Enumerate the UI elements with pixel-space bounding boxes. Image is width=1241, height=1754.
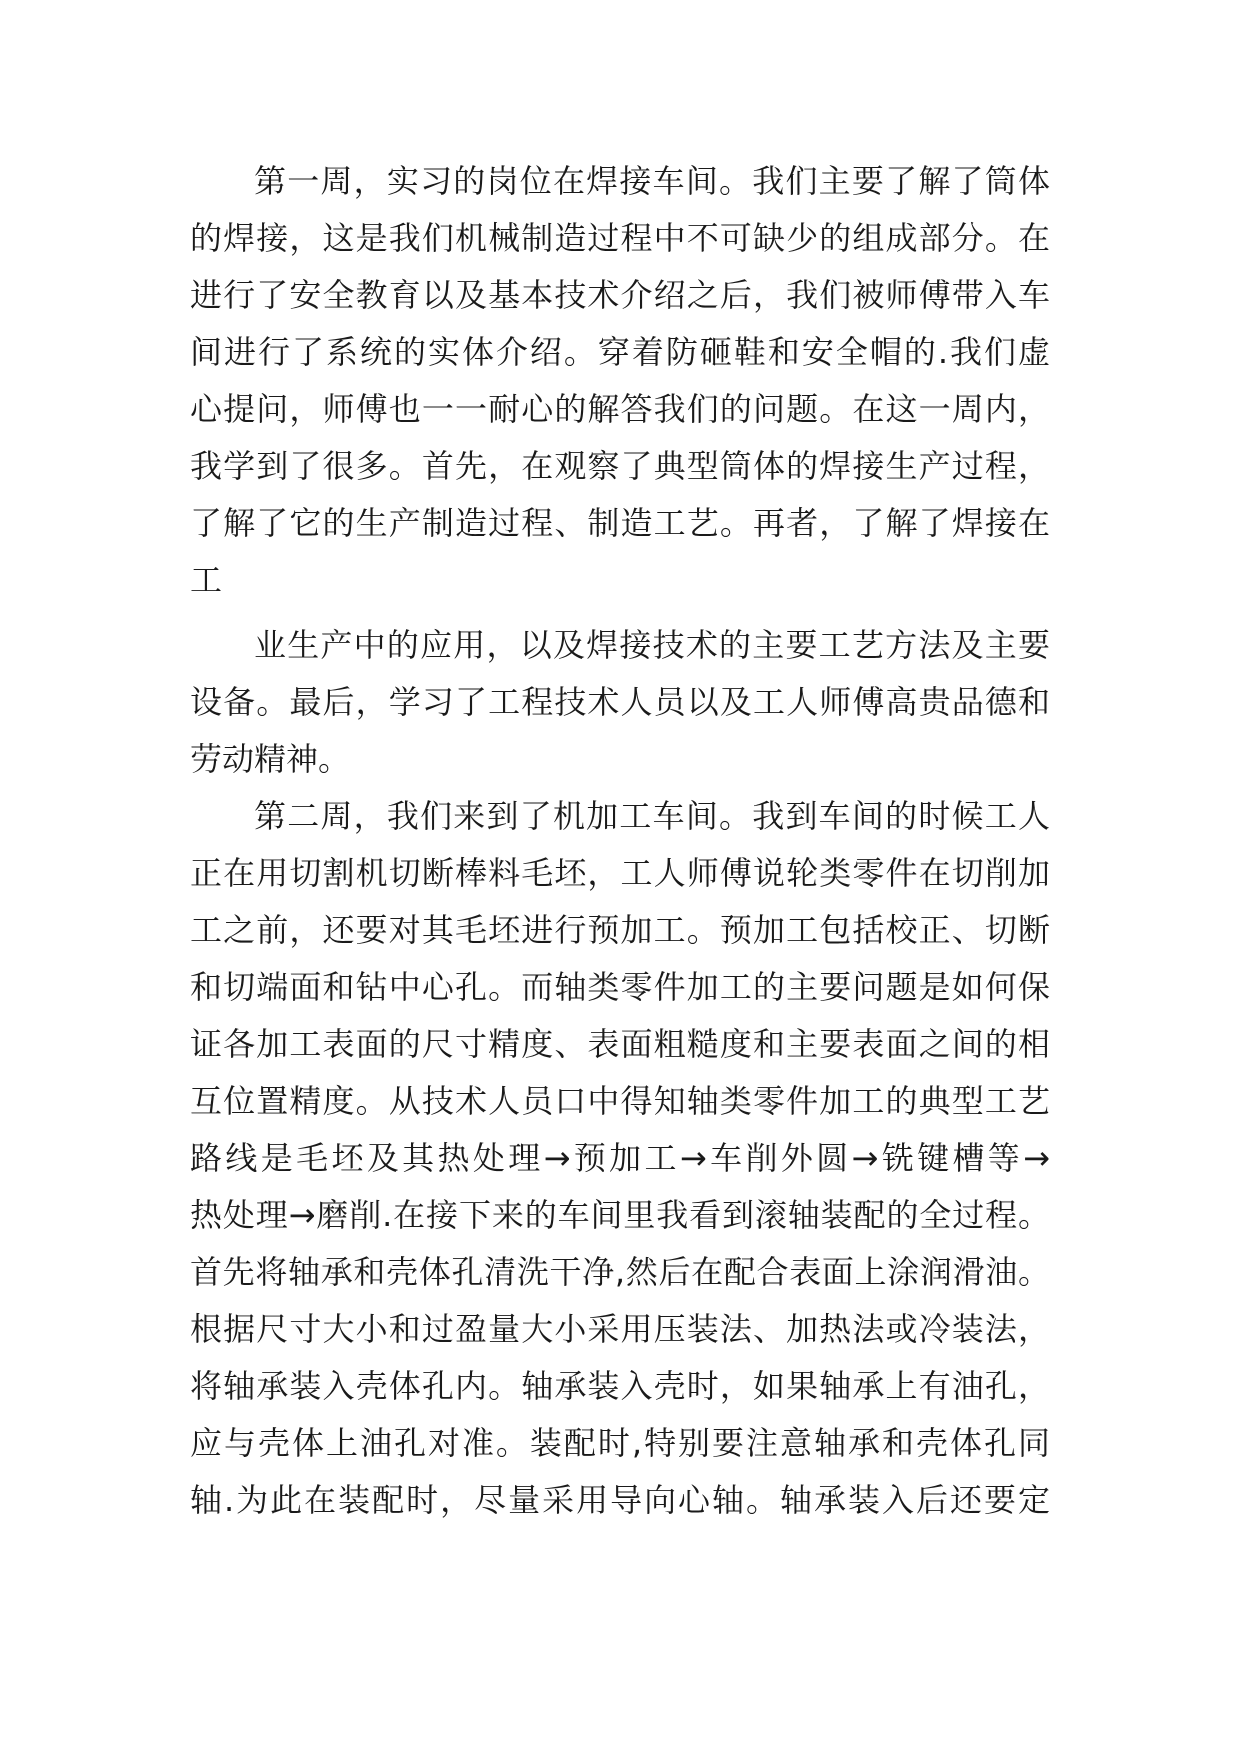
text-line: 工 <box>190 561 223 599</box>
text-line: 将轴承装入壳体孔内。轴承装入壳时，如果轴承上有油孔， <box>190 1367 1050 1405</box>
text-line: 设备。最后，学习了工程技术人员以及工人师傅高贵品德和 <box>190 683 1050 721</box>
text-line: 第二周，我们来到了机加工车间。我到车间的时候工人 <box>254 797 1050 835</box>
text-line: 互位置精度。从技术人员口中得知轴类零件加工的典型工艺 <box>190 1082 1050 1120</box>
text-line: 根据尺寸大小和过盈量大小采用压装法、加热法或冷装法， <box>190 1310 1050 1348</box>
text-line: 第一周，实习的岗位在焊接车间。我们主要了解了筒体 <box>254 162 1050 200</box>
text-line: 和切端面和钻中心孔。而轴类零件加工的主要问题是如何保 <box>190 968 1050 1006</box>
text-line: 劳动精神。 <box>190 740 351 778</box>
text-line: 进行了安全教育以及基本技术介绍之后，我们被师傅带入车 <box>190 276 1050 314</box>
text-line: 热处理→磨削.在接下来的车间里我看到滚轴装配的全过程。 <box>190 1196 1050 1234</box>
text-line: 首先将轴承和壳体孔清洗干净,然后在配合表面上涂润滑油。 <box>190 1253 1050 1291</box>
text-line: 路线是毛坯及其热处理→预加工→车削外圆→铣键槽等→ <box>190 1139 1050 1177</box>
text-line: 正在用切割机切断棒料毛坯，工人师傅说轮类零件在切削加 <box>190 854 1050 892</box>
text-line: 应与壳体上油孔对准。装配时,特别要注意轴承和壳体孔同 <box>190 1424 1050 1462</box>
text-line: 的焊接，这是我们机械制造过程中不可缺少的组成部分。在 <box>190 219 1050 257</box>
text-line: 工之前，还要对其毛坯进行预加工。预加工包括校正、切断 <box>190 911 1050 949</box>
text-line: 了解了它的生产制造过程、制造工艺。再者，了解了焊接在 <box>190 504 1050 542</box>
text-line: 我学到了很多。首先，在观察了典型筒体的焊接生产过程， <box>190 447 1050 485</box>
text-line: 心提问，师傅也一一耐心的解答我们的问题。在这一周内， <box>190 390 1050 428</box>
text-line: 证各加工表面的尺寸精度、表面粗糙度和主要表面之间的相 <box>190 1025 1050 1063</box>
text-line: 间进行了系统的实体介绍。穿着防砸鞋和安全帽的.我们虚 <box>190 333 1050 371</box>
text-line: 业生产中的应用，以及焊接技术的主要工艺方法及主要 <box>254 626 1050 664</box>
text-line: 轴.为此在装配时，尽量采用导向心轴。轴承装入后还要定 <box>190 1481 1050 1519</box>
